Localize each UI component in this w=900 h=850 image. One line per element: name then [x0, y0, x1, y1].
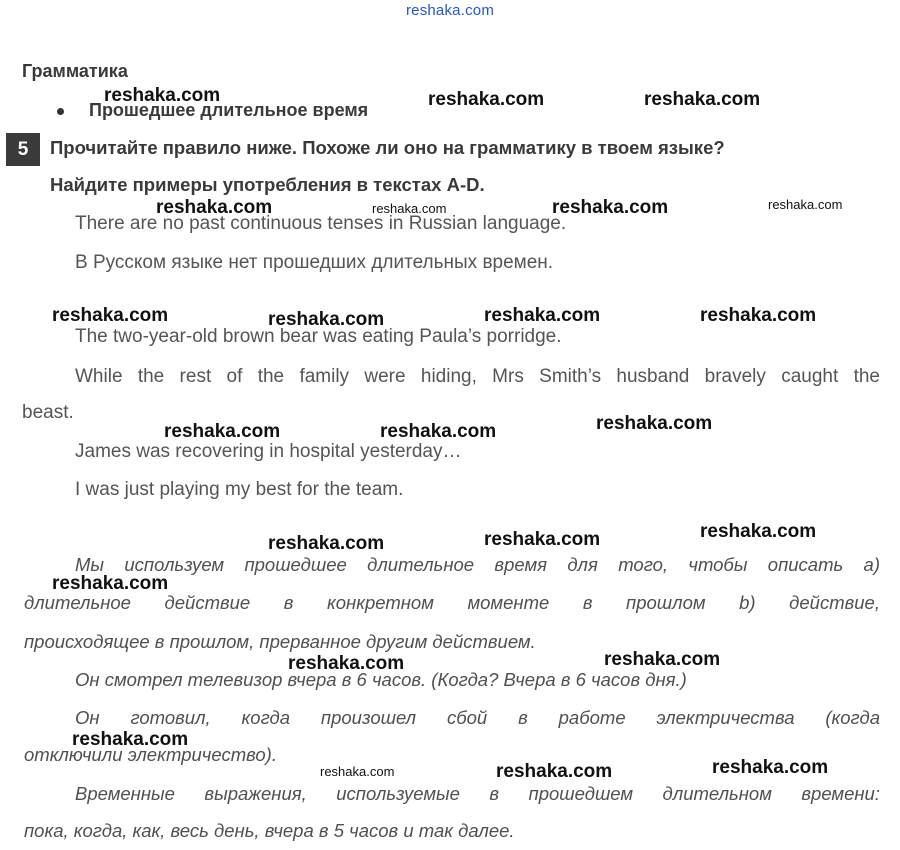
example-line: James was recovering in hospital yesterday… [75, 441, 462, 462]
watermark: reshaka.com [596, 413, 713, 434]
time-expressions-line: Временные выражения, используемые в прошедшем длительном времени: [75, 783, 880, 804]
answer-ru-statement: В Русском языке нет прошедших длительных времен. [75, 252, 554, 273]
watermark: reshaka.com [372, 201, 447, 216]
watermark: reshaka.com [72, 729, 189, 750]
example-line: beast. [22, 402, 74, 423]
watermark: reshaka.com [268, 309, 385, 330]
watermark: reshaka.com [484, 529, 601, 550]
example-line: I was just playing my best for the team. [75, 479, 404, 500]
example-line: While the rest of the family were hiding, Mrs Smith’s husband bravely caught the [75, 366, 880, 387]
watermark: reshaka.com [484, 305, 601, 326]
rule-line: Мы используем прошедшее длительное время для того, чтобы описать a) [75, 554, 880, 575]
task-number-badge: 5 [6, 133, 40, 166]
example-ru-2-line: отключили электричество). [24, 744, 277, 765]
rule-line: происходящее в прошлом, прерванное другим действием. [24, 631, 536, 652]
watermark: reshaka.com [700, 521, 817, 542]
watermark: reshaka.com [104, 85, 221, 106]
section-title: Грамматика [22, 61, 128, 81]
watermark: reshaka.com [268, 533, 385, 554]
time-expressions-line: пока, когда, как, весь день, вчера в 5 часов и так далее. [24, 820, 515, 841]
example-line: The two-year-old brown bear was eating Paula’s porridge. [75, 326, 562, 347]
watermark: reshaka.com [604, 649, 721, 670]
watermark: reshaka.com [496, 761, 613, 782]
watermark: reshaka.com [712, 757, 829, 778]
example-ru-2-line: Он готовил, когда произошел сбой в работе электричества (когда [75, 707, 880, 728]
task-instruction-line-1: Прочитайте правило ниже. Похоже ли оно на грамматику в твоем языке? [50, 137, 725, 158]
watermark: reshaka.com [52, 573, 169, 594]
watermark: reshaka.com [428, 89, 545, 110]
bullet-topic: Прошедшее длительное время [89, 100, 369, 120]
watermark: reshaka.com [768, 197, 843, 212]
watermark: reshaka.com [380, 421, 497, 442]
watermark: reshaka.com [288, 653, 405, 674]
rule-line: длительное действие в конкретном моменте в прошлом b) действие, [24, 592, 880, 613]
watermark: reshaka.com [52, 305, 169, 326]
watermark: reshaka.com [320, 764, 395, 779]
watermark: reshaka.com [700, 305, 817, 326]
site-header[interactable]: reshaka.com [405, 2, 495, 19]
task-instruction-line-2: Найдите примеры употребления в текстах A-D. [50, 174, 485, 195]
watermark: reshaka.com [156, 197, 273, 218]
bullet-icon [57, 108, 64, 115]
watermark: reshaka.com [552, 197, 669, 218]
watermark: reshaka.com [164, 421, 281, 442]
answer-en-statement: There are no past continuous tenses in Russian language. [75, 213, 567, 234]
watermark: reshaka.com [644, 89, 761, 110]
example-ru-1: Он смотрел телевизор вчера в 6 часов. (Когда? Вчера в 6 часов дня.) [75, 669, 687, 690]
